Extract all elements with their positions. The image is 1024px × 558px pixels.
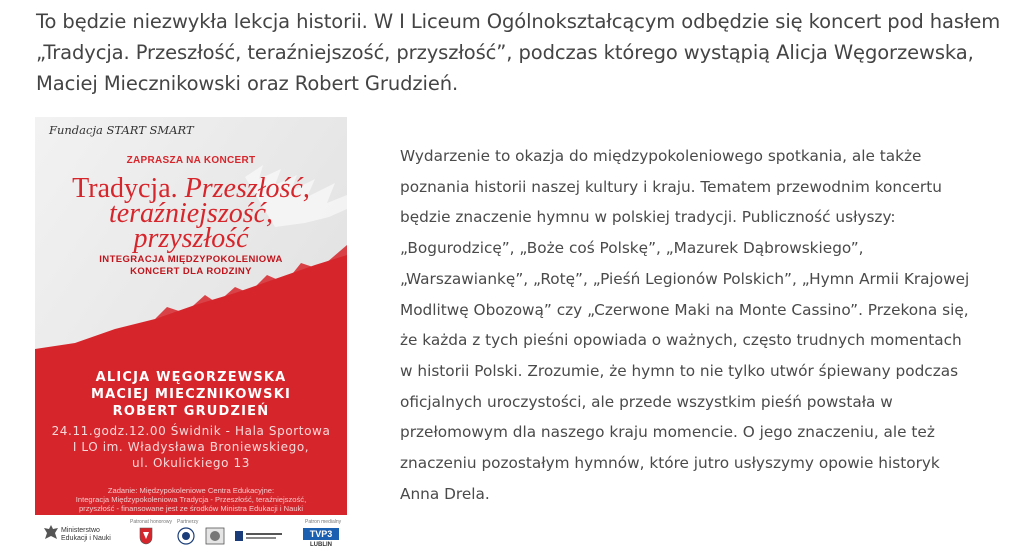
partner-logo-icon	[177, 527, 195, 545]
poster-subtitle-1: INTEGRACJA MIĘDZYPOKOLENIOWA	[99, 254, 283, 265]
partner-logo-icon	[205, 527, 225, 545]
label-honorary-patronage: Patronat honorowy	[130, 519, 172, 525]
event-details: 24.11.godz.12.00 Świdnik - Hala Sportowa	[51, 424, 331, 438]
coat-of-arms-icon	[139, 527, 153, 545]
ministry-sponsor: Ministerstwo Edukacji i Nauki	[61, 527, 111, 542]
concert-poster	[35, 117, 347, 558]
poster-invite: ZAPRASZA NA KONCERT	[126, 155, 256, 166]
artist-name: ROBERT GRUDZIEŃ	[112, 404, 270, 419]
school-logo-icon	[235, 529, 283, 543]
funding-note: przyszłość - finansowane jest ze środków Ministra Edukacji i Nauki	[78, 504, 304, 513]
poster-title-line-3: przyszłość	[133, 223, 249, 254]
event-details: ul. Okulickiego 13	[132, 456, 250, 470]
artist-name: MACIEJ MIECZNIKOWSKI	[90, 387, 292, 402]
poster-title-word: Tradycja.	[72, 173, 178, 204]
foundation-logo: Fundacja START SMART	[49, 123, 194, 137]
body-paragraph: Wydarzenie to okazja do międzypokoleniowego spotkania, ale także poznania historii naszej kultury i kraju. Tematem przewodnim koncertu będzie znaczenie hymnu w polskiej tradycji. Publiczność usłyszy: „Bogurodzicę”, „Boże coś Polskę”, „Mazurek Dąbrowskiego”, „Warszawiankę”, „Rotę”, „Pieśń Legionów Polskich”, „Hymn Armii Krajowej Modlitwę Obozową” czy „Czerwone Maki na Monte Cassino”. Przekona się, że każda z tych pieśni opowiada o ważnych, często trudnych momentach w historii Polski. Zrozumie, że hymn to nie tylko utwór śpiewany podczas oficjalnych uroczystości, ale przede wszystkim pieśń powstała w przełomowym dla naszego kraju momencie. O jego znaczeniu, ale też znaczeniu pozostałym hymnów, które jutro usłyszymy opowie historyk Anna Drela.	[400, 147, 970, 503]
artist-name: ALICJA WĘGORZEWSKA	[95, 370, 287, 385]
lead-paragraph: To będzie niezwykła lekcja historii. W I Liceum Ogólnokształcącym odbędzie się koncert pod hasłem „Tradycja. Przeszłość, teraźniejszość, przyszłość”, podczas którego wystąpią Alicja Węgorzewska, Maciej Miecznikowski oraz Robert Grudzień.	[36, 10, 1001, 95]
poster-title-line-2: teraźniejszość,	[108, 198, 274, 229]
label-partners: Partnerzy	[177, 519, 199, 525]
funding-note: Zadanie: Międzypokoleniowe Centra Edukacyjne:	[107, 486, 275, 495]
event-details: I LO im. Władysława Broniewskiego,	[72, 440, 310, 454]
label-media-patron: Patron medialny	[305, 519, 342, 525]
tvp3-city: LUBLIN	[310, 542, 332, 548]
eagle-emblem-icon	[43, 524, 59, 542]
tvp3-logo: TVP3	[303, 528, 339, 540]
poster-title-rest: Przeszłość,	[184, 173, 310, 204]
poster-subtitle-2: KONCERT DLA RODZINY	[130, 266, 252, 277]
funding-note: Integracja Międzypokoleniowa Tradycja - Przeszłość, teraźniejszość,	[75, 495, 307, 504]
